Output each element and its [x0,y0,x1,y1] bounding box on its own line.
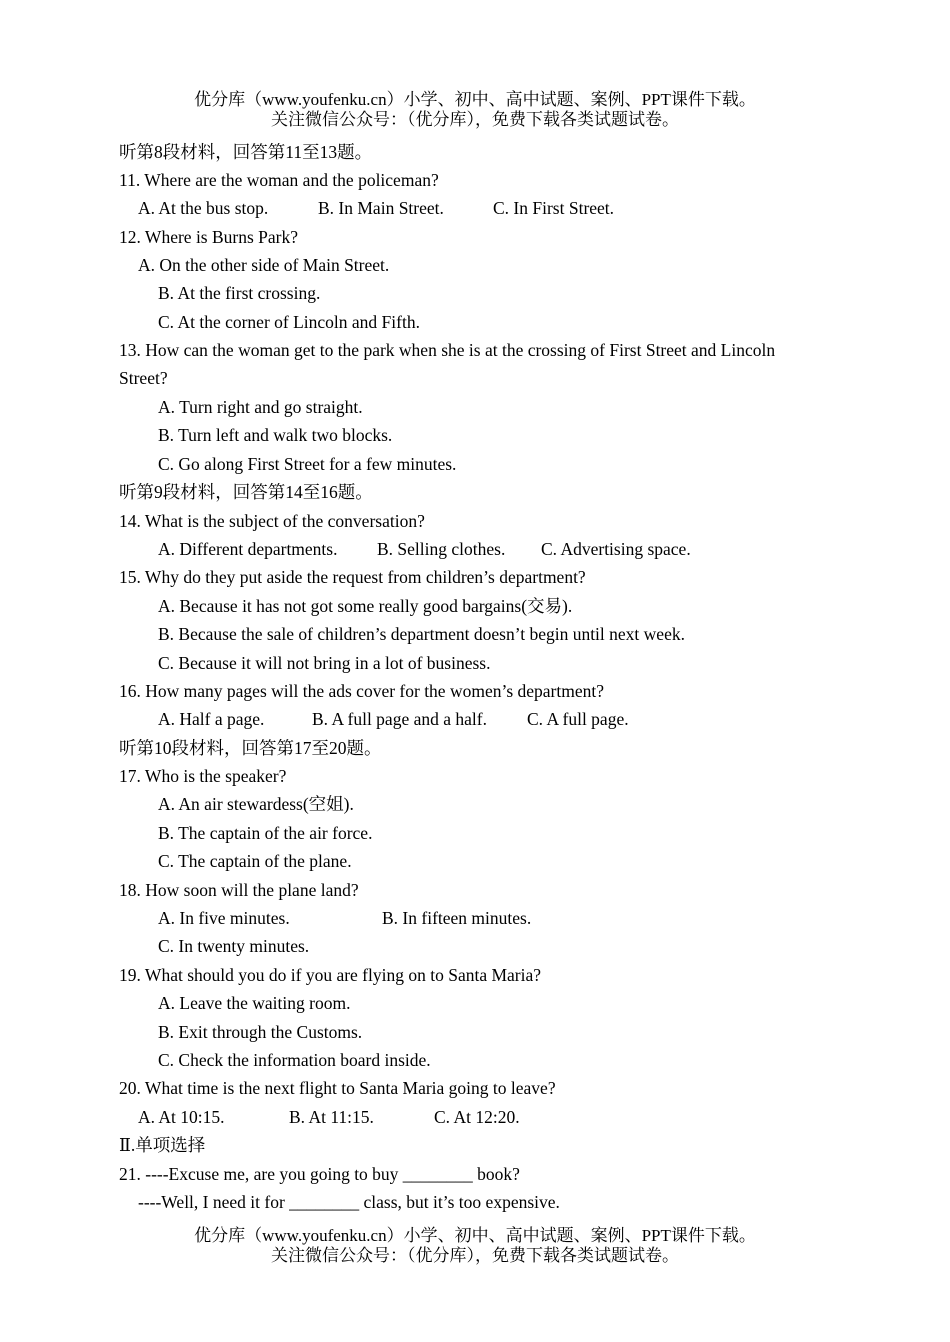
q16-option-b: B. A full page and a half. [312,709,487,729]
q14-options [158,538,691,560]
footer-line-2: 关注微信公众号：（优分库），免费下载各类试题试卷。 [271,1246,679,1265]
q13-text-line-2: Street? [119,368,168,388]
section-9-instruction: 听第9段材料，回答第14至16题。 [119,482,373,502]
q21-line-1: 21. ----Excuse me, are you going to buy ________ book? [119,1164,520,1184]
q17-option-b: B. The captain of the air force. [158,823,373,843]
q13-option-b: B. Turn left and walk two blocks. [158,425,393,445]
q11-option-b: B. In Main Street. [318,198,444,218]
section-8-instruction: 听第8段材料，回答第11至13题。 [119,142,373,162]
q11-option-c: C. In First Street. [493,198,615,218]
q12-option-c: C. At the corner of Lincoln and Fifth. [158,312,420,332]
part-2-heading: Ⅱ.单项选择 [119,1135,206,1155]
q13-option-c: C. Go along First Street for a few minutes. [158,454,457,474]
q21-line-2: ----Well, I need it for ________ class, but it’s too expensive. [138,1192,560,1212]
q19-text: 19. What should you do if you are flying on to Santa Maria? [119,965,542,985]
q18-option-c: C. In twenty minutes. [158,936,310,956]
q17-option-c: C. The captain of the plane. [158,851,352,871]
q17-text: 17. Who is the speaker? [119,766,287,786]
q11-options [138,197,614,219]
q11-option-a: A. At the bus stop. [138,198,269,218]
q18-option-b: B. In fifteen minutes. [382,908,532,928]
q14-option-c: C. Advertising space. [541,539,691,559]
q19-option-c: C. Check the information board inside. [158,1050,431,1070]
q15-option-a: A. Because it has not got some really good bargains(交易). [158,596,573,616]
header-line-1: 优分库（www.youfenku.cn）小学、初中、高中试题、案例、PPT课件下载。 [194,90,756,109]
q20-option-b: B. At 11:15. [289,1107,374,1127]
q16-text: 16. How many pages will the ads cover for the women’s department? [119,681,605,701]
q14-option-b: B. Selling clothes. [377,539,506,559]
q18-option-a: A. In five minutes. [158,908,290,928]
q15-text: 15. Why do they put aside the request from children’s department? [119,567,586,587]
q11-text: 11. Where are the woman and the policeman? [119,170,439,190]
q13-text-line-1: 13. How can the woman get to the park when she is at the crossing of First Street and Lincoln [119,340,776,360]
q15-option-b: B. Because the sale of children’s department doesn’t begin until next week. [158,624,685,644]
q12-option-a: A. On the other side of Main Street. [138,255,390,275]
q20-text: 20. What time is the next flight to Santa Maria going to leave? [119,1078,556,1098]
q20-options [138,1106,520,1128]
q12-text: 12. Where is Burns Park? [119,227,299,247]
header-line-2: 关注微信公众号：（优分库），免费下载各类试题试卷。 [271,110,679,129]
q12-option-b: B. At the first crossing. [158,283,321,303]
footer-line-1: 优分库（www.youfenku.cn）小学、初中、高中试题、案例、PPT课件下载。 [194,1226,756,1245]
q16-option-c: C. A full page. [527,709,629,729]
q16-option-a: A. Half a page. [158,709,265,729]
q19-option-a: A. Leave the waiting room. [158,993,351,1013]
q20-option-c: C. At 12:20. [434,1107,520,1127]
q18-text: 18. How soon will the plane land? [119,880,359,900]
q20-option-a: A. At 10:15. [138,1107,225,1127]
q16-options [158,708,629,730]
q14-option-a: A. Different departments. [158,539,338,559]
q15-option-c: C. Because it will not bring in a lot of business. [158,653,491,673]
q19-option-b: B. Exit through the Customs. [158,1022,363,1042]
section-10-instruction: 听第10段材料，回答第17至20题。 [119,738,382,758]
q14-text: 14. What is the subject of the conversation? [119,511,425,531]
q13-option-a: A. Turn right and go straight. [158,397,363,417]
q18-options [158,907,531,929]
q17-option-a: A. An air stewardess(空姐). [158,794,354,814]
